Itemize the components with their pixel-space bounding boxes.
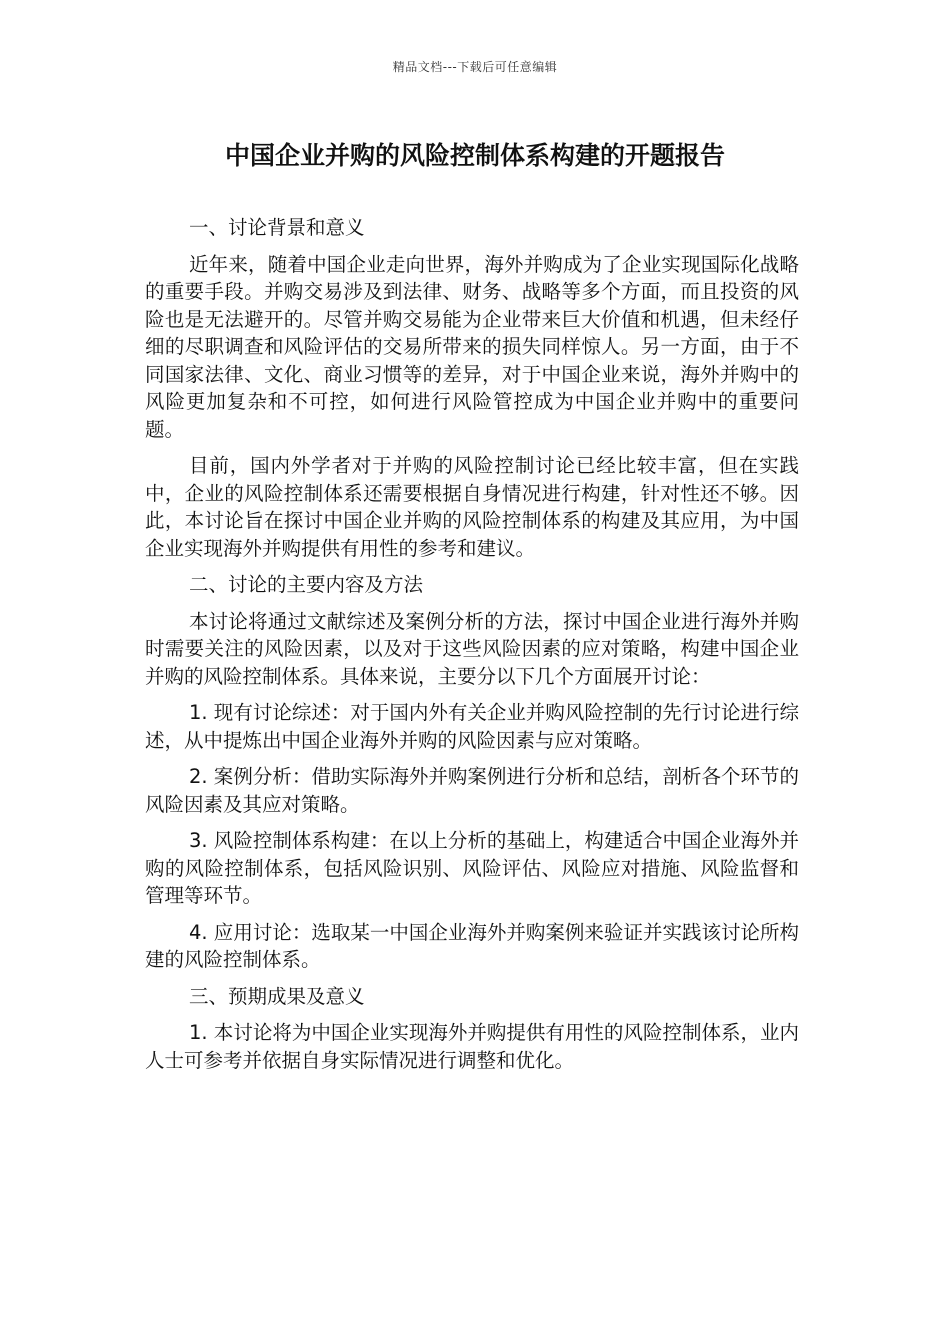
- list-item-system-construction: 3. 风险控制体系构建：在以上分析的基础上，构建适合中国企业海外并购的风险控制体系，包括风险识别、风险评估、风险应对措施、风险监督和管理等环节。: [145, 829, 799, 907]
- section-heading-content-method: 二、讨论的主要内容及方法: [189, 573, 424, 596]
- list-item-expected-result-1: 1. 本讨论将为中国企业实现海外并购提供有用性的风险控制体系，业内人士可参考并依据自身实际情况进行调整和优化。: [145, 1021, 799, 1072]
- paragraph-background-1: 近年来，随着中国企业走向世界，海外并购成为了企业实现国际化战略的重要手段。并购交易涉及到法律、财务、战略等多个方面，而且投资的风险也是无法避开的。尽管并购交易能为企业带来巨大价值和机遇，但未经仔细的尽职调查和风险评估的交易所带来的损失同样惊人。另一方面，由于不同国家法律、文化、商业习惯等的差异，对于中国企业来说，海外并购中的风险更加复杂和不可控，如何进行风险管控成为中国企业并购中的重要问题。: [145, 252, 799, 441]
- list-item-application: 4. 应用讨论：选取某一中国企业海外并购案例来验证并实践该讨论所构建的风险控制体系。: [145, 920, 799, 971]
- list-item-case-analysis: 2. 案例分析：借助实际海外并购案例进行分析和总结，剖析各个环节的风险因素及其应对策略。: [145, 765, 799, 816]
- section-heading-background: 一、讨论背景和意义: [189, 216, 365, 239]
- paragraph-background-2: 目前，国内外学者对于并购的风险控制讨论已经比较丰富，但在实践中，企业的风险控制体系还需要根据自身情况进行构建，针对性还不够。因此，本讨论旨在探讨中国企业并购的风险控制体系的构建及其应用，为中国企业实现海外并购提供有用性的参考和建议。: [145, 454, 799, 560]
- header-note: 精品文档---下载后可任意编辑: [392, 60, 558, 74]
- document-body: [145, 214, 799, 1083]
- list-item-literature-review: 1. 现有讨论综述：对于国内外有关企业并购风险控制的先行讨论进行综述，从中提炼出中国企业海外并购的风险因素与应对策略。: [145, 701, 799, 752]
- paragraph-content-intro: 本讨论将通过文献综述及案例分析的方法，探讨中国企业进行海外并购时需要关注的风险因素，以及对于这些风险因素的应对策略，构建中国企业并购的风险控制体系。具体来说，主要分以下几个方面展开讨论：: [145, 609, 799, 688]
- document-title: 中国企业并购的风险控制体系构建的开题报告: [224, 141, 725, 170]
- section-heading-expected-results: 三、预期成果及意义: [189, 984, 365, 1008]
